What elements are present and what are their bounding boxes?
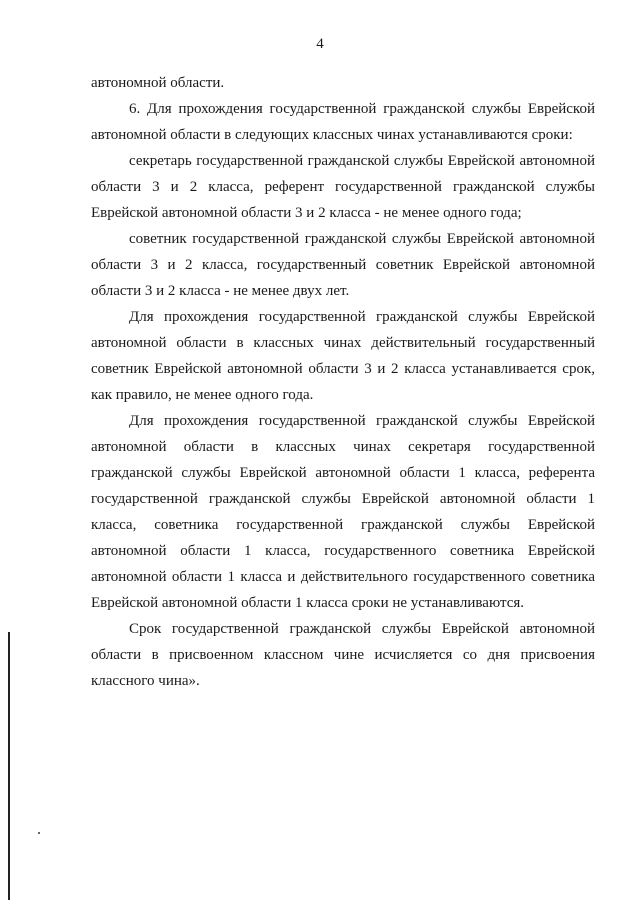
paragraph-term-calculation: Срок государственной гражданской службы Еврейской автономной области в присвоенном классном чине исчисляется со дня присвоения классного чина». [91, 621, 595, 689]
paragraph-continuation: автономной области. [91, 75, 225, 91]
page-number: 4 [316, 36, 324, 52]
paragraph-secretary-referent: секретарь государственной гражданской службы Еврейской автономной области 3 и 2 класса, референт государственной гражданской службы Еврейской автономной области 3 и 2 класса - не менее одного года; [91, 153, 595, 221]
paragraph-item-6: 6. Для прохождения государственной гражданской службы Еврейской автономной области в следующих классных чинах устанавливаются сроки: [91, 101, 595, 143]
paragraph-first-class: Для прохождения государственной гражданской службы Еврейской автономной области в классных чинах секретаря государственной гражданской службы Еврейской автономной области 1 класса, референта государственной гражданской службы Еврейской автономной области 1 класса, советника государственной гражданской службы Еврейской автономной области 1 класса, государственного советника Еврейской автономной области 1 класса и действительного государственного советника Еврейской автономной области 1 класса сроки не устанавливаются. [91, 413, 595, 611]
paragraph-actual-advisor: Для прохождения государственной гражданской службы Еврейской автономной области в классных чинах действительный государственный советник Еврейской автономной области 3 и 2 класса устанавливается срок, как правило, не менее одного года. [91, 309, 595, 403]
paragraph-advisor: советник государственной гражданской службы Еврейской автономной области 3 и 2 класса, государственный советник Еврейской автономной области 3 и 2 класса - не менее двух лет. [91, 231, 595, 299]
scan-edge-line [8, 632, 10, 900]
document-body [91, 70, 595, 694]
scan-artifact-dot [38, 832, 40, 834]
